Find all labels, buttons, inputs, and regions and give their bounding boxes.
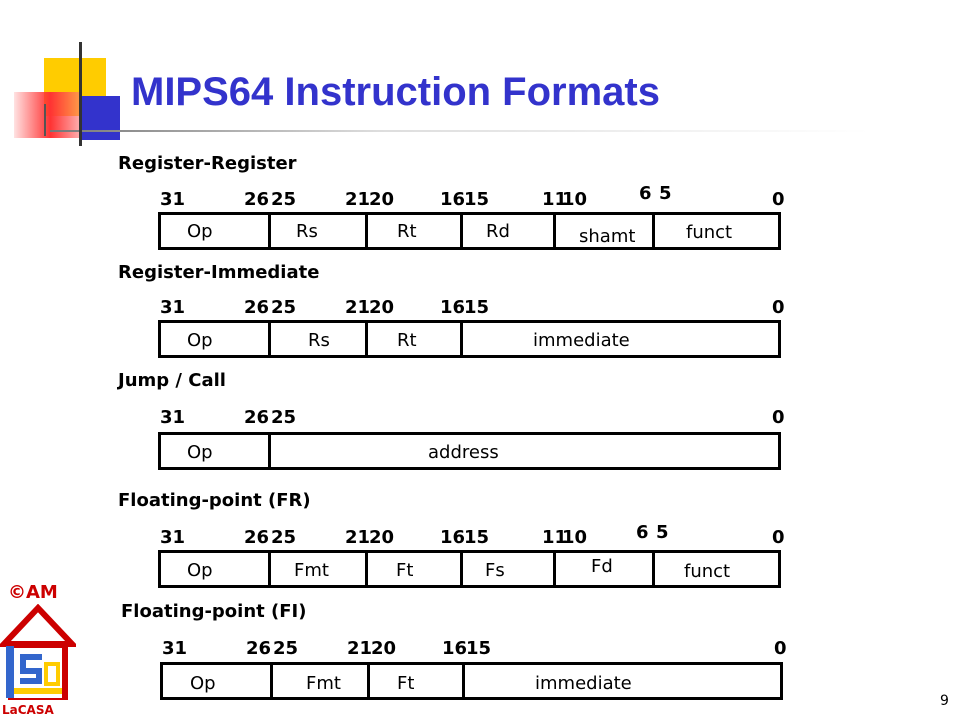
- bit-label: 21: [347, 638, 373, 659]
- deco-vertical-line: [79, 42, 82, 146]
- bit-label: 31: [160, 407, 186, 428]
- bit-label: 0: [774, 638, 787, 659]
- field-divider: [460, 212, 463, 250]
- field-divider: [553, 212, 556, 250]
- lacasa-logo-label: LaCASA: [2, 703, 54, 717]
- bit-label: 31: [160, 527, 186, 548]
- bit-label: 11: [542, 189, 568, 210]
- bit-label: 20: [369, 189, 395, 210]
- bit-label: 6: [636, 522, 649, 543]
- bit-label: 16: [440, 527, 466, 548]
- field-divider: [268, 432, 271, 470]
- field-op: Op: [187, 560, 213, 581]
- field-op: Op: [187, 330, 213, 351]
- field-divider: [460, 550, 463, 588]
- field-funct: funct: [684, 561, 731, 582]
- bit-label: 15: [466, 638, 492, 659]
- bit-label: 31: [160, 189, 186, 210]
- bit-label: 26: [246, 638, 272, 659]
- field-divider: [553, 550, 556, 588]
- bit-label: 15: [464, 189, 490, 210]
- section-heading-register-immediate: Register-Immediate: [118, 262, 320, 283]
- bit-label: 20: [369, 297, 395, 318]
- field-divider: [460, 320, 463, 358]
- bit-label: 5: [656, 522, 669, 543]
- bit-label: 15: [464, 297, 490, 318]
- bit-label: 0: [772, 407, 785, 428]
- bit-label: 15: [464, 527, 490, 548]
- field-fmt: Fmt: [306, 673, 341, 694]
- field-op: Op: [190, 673, 216, 694]
- deco-blue-square: [82, 96, 120, 140]
- field-divider: [462, 662, 465, 700]
- field-divider: [365, 550, 368, 588]
- field-fs: Fs: [485, 560, 505, 581]
- field-funct: funct: [686, 222, 733, 243]
- bit-label: 25: [273, 638, 299, 659]
- field-rt: Rt: [397, 221, 417, 242]
- bit-label: 6: [639, 183, 652, 204]
- field-rs: Rs: [296, 221, 318, 242]
- bit-label: 31: [162, 638, 188, 659]
- bit-label: 5: [659, 183, 672, 204]
- field-immediate: immediate: [533, 330, 630, 351]
- bit-label: 31: [160, 297, 186, 318]
- field-divider: [365, 320, 368, 358]
- deco-fade-line: [50, 130, 870, 132]
- field-rt: Rt: [397, 330, 417, 351]
- field-divider: [268, 320, 271, 358]
- bit-label: 16: [440, 189, 466, 210]
- copyright-text: ©AM: [8, 582, 58, 603]
- bit-label: 0: [772, 297, 785, 318]
- bit-label: 10: [562, 189, 588, 210]
- field-divider: [652, 550, 655, 588]
- bit-label: 0: [772, 527, 785, 548]
- bit-label: 26: [244, 189, 270, 210]
- field-op: Op: [187, 442, 213, 463]
- instruction-box-register-immediate: [158, 320, 781, 358]
- bit-label: 26: [244, 297, 270, 318]
- slide-title: MIPS64 Instruction Formats: [131, 70, 660, 114]
- field-divider: [652, 212, 655, 250]
- section-heading-jump-call: Jump / Call: [118, 370, 226, 391]
- field-divider: [268, 212, 271, 250]
- field-divider: [270, 662, 273, 700]
- field-shamt: shamt: [579, 226, 636, 247]
- bit-label: 0: [772, 189, 785, 210]
- bit-label: 16: [442, 638, 468, 659]
- bit-label: 20: [371, 638, 397, 659]
- bit-label: 25: [271, 297, 297, 318]
- bit-label: 21: [345, 297, 371, 318]
- section-heading-floating-point-fi: Floating-point (FI): [121, 601, 307, 622]
- field-immediate: immediate: [535, 673, 632, 694]
- field-fd: Fd: [591, 556, 613, 577]
- lacasa-logo-icon: [0, 604, 76, 704]
- bit-label: 25: [271, 527, 297, 548]
- bit-label: 10: [562, 527, 588, 548]
- bit-label: 21: [345, 527, 371, 548]
- field-rd: Rd: [486, 221, 510, 242]
- page-number: 9: [940, 693, 949, 709]
- deco-vertical-line-2: [44, 104, 46, 136]
- field-address: address: [428, 442, 499, 463]
- bit-label: 26: [244, 527, 270, 548]
- bit-label: 25: [271, 407, 297, 428]
- field-op: Op: [187, 221, 213, 242]
- field-divider: [268, 550, 271, 588]
- field-ft: Ft: [397, 673, 415, 694]
- field-fmt: Fmt: [294, 560, 329, 581]
- bit-label: 21: [345, 189, 371, 210]
- field-ft: Ft: [396, 560, 414, 581]
- bit-label: 11: [542, 527, 568, 548]
- section-heading-floating-point-fr: Floating-point (FR): [118, 490, 311, 511]
- bit-label: 20: [369, 527, 395, 548]
- field-divider: [367, 662, 370, 700]
- field-divider: [365, 212, 368, 250]
- section-heading-register-register: Register-Register: [118, 153, 297, 174]
- instruction-box-floating-point-fi: [160, 662, 783, 700]
- bit-label: 25: [271, 189, 297, 210]
- lacasa-logo-text: [2, 703, 54, 717]
- bit-label: 16: [440, 297, 466, 318]
- field-rs: Rs: [308, 330, 330, 351]
- bit-label: 26: [244, 407, 270, 428]
